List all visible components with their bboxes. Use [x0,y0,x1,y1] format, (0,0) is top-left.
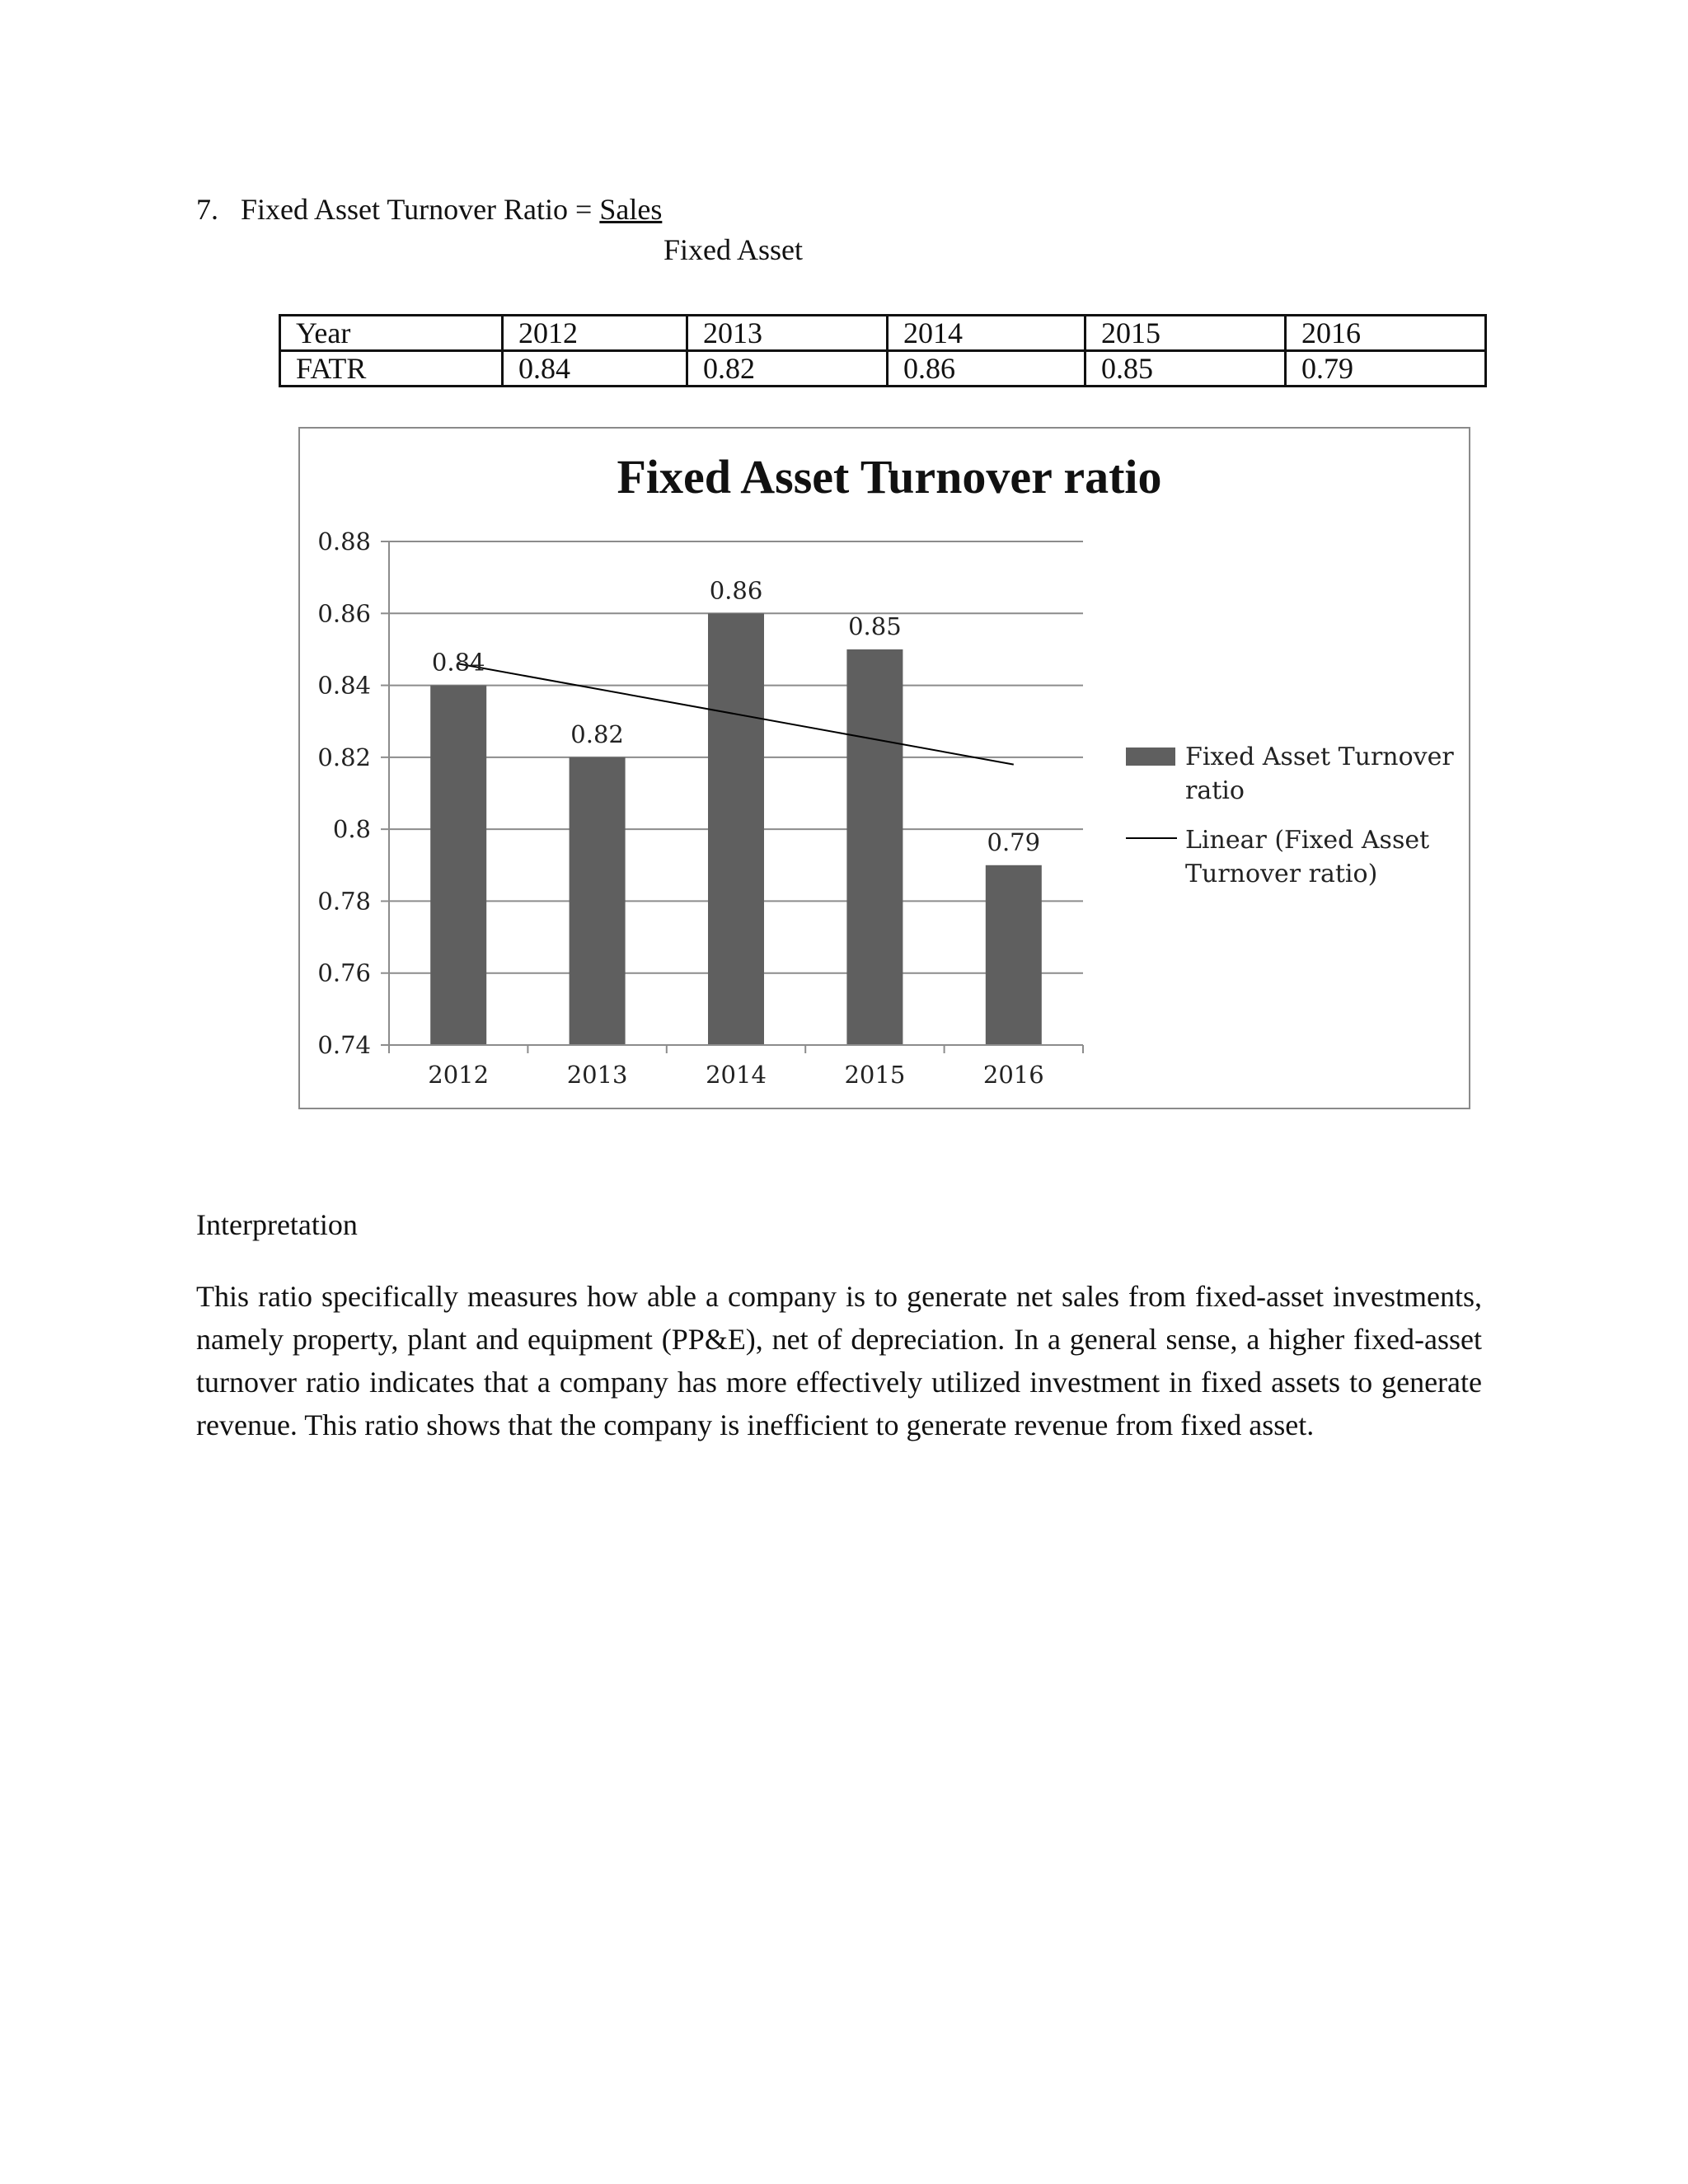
table-cell: 0.85 [1085,351,1286,387]
y-tick-label: 0.78 [317,887,371,916]
table-row [280,351,1486,387]
y-tick-label: 0.88 [317,527,371,555]
table-cell: 0.86 [888,351,1085,387]
data-label: 0.85 [848,612,902,640]
formula-denominator: Fixed Asset [663,233,804,266]
x-tick-label: 2013 [566,1061,628,1089]
y-tick-label: 0.8 [332,815,371,844]
table-cell: 2013 [687,316,888,351]
chart-legend [1126,743,1454,888]
data-label: 0.84 [431,648,485,677]
bar-2015 [846,649,903,1045]
formula-numerator: Sales [599,193,663,226]
interpretation-heading: Interpretation [196,1208,358,1241]
table-cell: 2016 [1286,316,1486,351]
y-tick-label: 0.74 [317,1031,371,1059]
x-tick-label: 2015 [844,1061,906,1089]
legend-label: Turnover ratio) [1185,860,1378,888]
fatr-table [279,314,1487,387]
data-label: 0.82 [570,719,624,748]
chart-frame [298,427,1470,1109]
table-cell: 2015 [1085,316,1286,351]
x-tick-label: 2014 [706,1061,767,1089]
table-cell: 0.82 [687,351,888,387]
legend-swatch-bar [1126,748,1175,766]
table-row [280,316,1486,351]
bar-2012 [430,686,486,1045]
bar-2016 [986,865,1042,1045]
legend-label: Linear (Fixed Asset [1185,826,1430,855]
x-tick-label: 2016 [982,1061,1044,1089]
item-number: 7. [196,193,218,226]
bar-2014 [708,613,764,1045]
x-tick-label: 2012 [428,1061,490,1089]
formula-line [196,190,662,229]
formula-lhs: Fixed Asset Turnover Ratio = [241,193,593,226]
table-cell: 0.84 [503,351,687,387]
table-cell: FATR [280,351,503,387]
y-tick-label: 0.76 [317,958,371,987]
y-tick-label: 0.86 [317,599,371,628]
data-label: 0.86 [709,576,763,605]
fatr-chart [300,429,1472,1111]
legend-label: ratio [1185,776,1245,805]
table-cell: 2012 [503,316,687,351]
chart-title: Fixed Asset Turnover ratio [617,450,1162,504]
bar-2013 [570,757,626,1045]
y-tick-label: 0.82 [317,743,371,771]
data-label: 0.79 [987,827,1041,856]
table-cell: 2014 [888,316,1085,351]
legend-label: Fixed Asset Turnover [1185,743,1454,771]
table-cell: Year [280,316,503,351]
interpretation-text: This ratio specifically measures how able a company is to generate net sales from fixed-asset investments, namely property, plant and equipment (PP&E), net of depreciation. In a general sense, a higher fixed-asset turnover ratio indicates that a company has more effectively utilized investment in fixed assets to generate revenue. This ratio shows that the company is inefficient to generate revenue from fixed asset. [196,1280,1482,1441]
y-tick-label: 0.84 [317,671,371,700]
table-cell: 0.79 [1286,351,1486,387]
